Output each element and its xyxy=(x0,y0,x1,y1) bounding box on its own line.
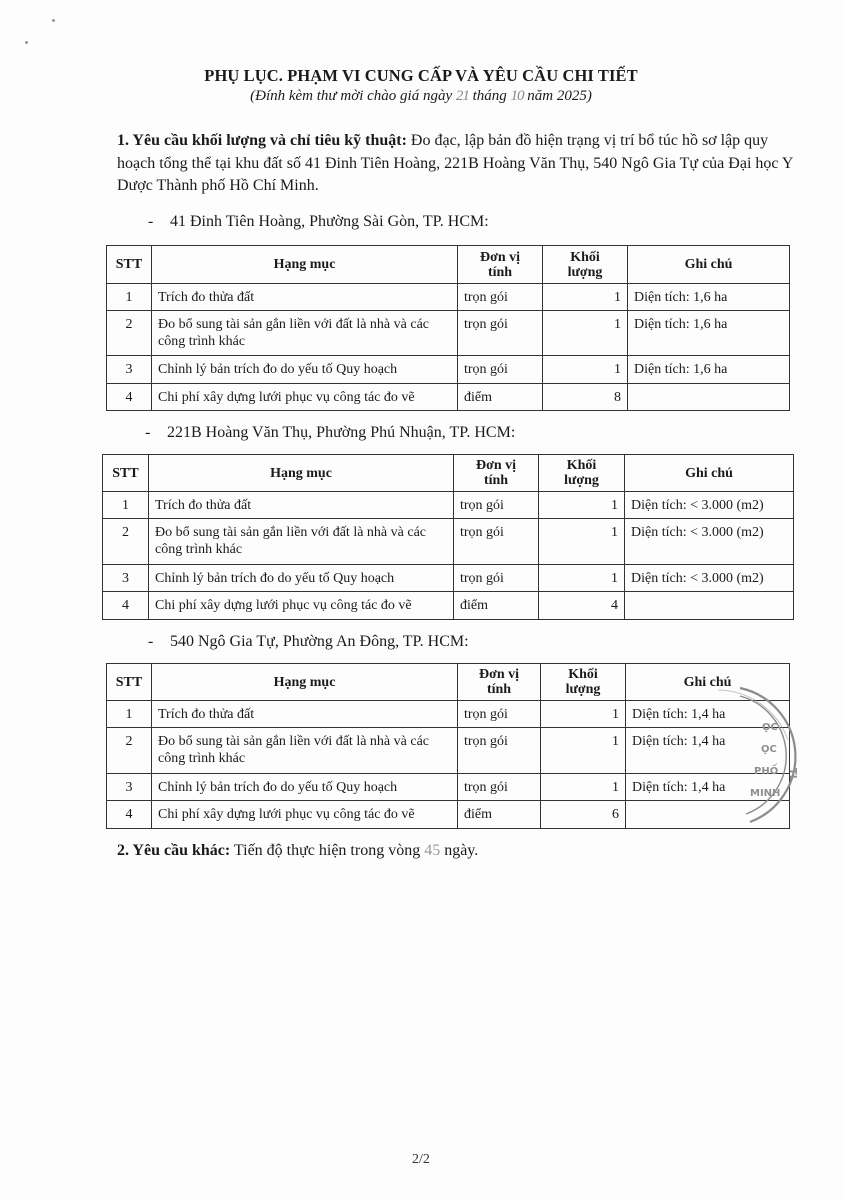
table-row xyxy=(103,519,794,565)
cell-unit: điểm xyxy=(454,592,539,620)
cell-note: Diện tích: < 3.000 (m2) xyxy=(625,492,794,519)
cell-qty: 1 xyxy=(539,565,625,592)
header-item: Hạng mục xyxy=(152,246,458,284)
cell-note: Diện tích: < 3.000 (m2) xyxy=(625,519,794,565)
header-unit: Đơn vị tính xyxy=(458,664,541,701)
cell-item: Đo bổ sung tài sản gắn liền với đất là nhà và các công trình khác xyxy=(152,311,458,356)
cell-stt: 3 xyxy=(103,565,149,592)
cell-stt: 2 xyxy=(107,311,152,356)
header-note: Ghi chú xyxy=(625,455,794,492)
cell-unit: điểm xyxy=(458,384,543,411)
cell-item: Chi phí xây dựng lưới phục vụ công tác đo vẽ xyxy=(152,384,458,411)
cell-stt: 4 xyxy=(103,592,149,620)
cell-unit: trọn gói xyxy=(458,728,541,774)
cell-qty: 1 xyxy=(539,519,625,565)
cell-qty: 1 xyxy=(543,356,628,384)
site-2-table xyxy=(102,454,794,620)
section-1-heading: 1. Yêu cầu khối lượng và chỉ tiêu kỹ thuật: xyxy=(117,132,407,149)
cell-note: Diện tích: 1,4 ha xyxy=(626,701,790,728)
site-1-label xyxy=(148,213,489,231)
cell-unit: trọn gói xyxy=(458,311,543,356)
cell-stt: 3 xyxy=(107,774,152,801)
cell-item: Chi phí xây dựng lưới phục vụ công tác đo vẽ xyxy=(152,801,458,829)
table-row xyxy=(107,774,790,801)
cell-qty: 1 xyxy=(541,701,626,728)
subtitle-suffix: năm 2025) xyxy=(527,88,592,104)
cell-item: Chỉnh lý bản trích đo do yếu tố Quy hoạch xyxy=(152,774,458,801)
cell-unit: trọn gói xyxy=(454,492,539,519)
cell-item: Chỉnh lý bản trích đo do yếu tố Quy hoạch xyxy=(149,565,454,592)
section-2-paragraph xyxy=(117,842,478,860)
cell-stt: 4 xyxy=(107,801,152,829)
scan-speck xyxy=(52,19,55,22)
cell-stt: 1 xyxy=(107,284,152,311)
site-3-label xyxy=(148,633,469,651)
cell-qty: 4 xyxy=(539,592,625,620)
header-qty: Khối lượng xyxy=(541,664,626,701)
header-note: Ghi chú xyxy=(628,246,790,284)
header-qty: Khối lượng xyxy=(543,246,628,284)
header-item: Hạng mục xyxy=(149,455,454,492)
header-unit: Đơn vị tính xyxy=(458,246,543,284)
cell-unit: trọn gói xyxy=(458,356,543,384)
table-row xyxy=(103,492,794,519)
cell-qty: 8 xyxy=(543,384,628,411)
seal-text: PHỐ xyxy=(754,766,779,777)
section-2-suffix: ngày. xyxy=(444,842,479,859)
cell-note: Diện tích: 1,6 ha xyxy=(628,284,790,311)
page-number: 2/2 xyxy=(412,1152,430,1167)
header-stt: STT xyxy=(107,664,152,701)
cell-qty: 1 xyxy=(543,284,628,311)
cell-unit: trọn gói xyxy=(458,701,541,728)
site-1-table xyxy=(106,245,790,411)
table-row xyxy=(107,311,790,356)
cell-note: Diện tích: 1,6 ha xyxy=(628,311,790,356)
cell-unit: trọn gói xyxy=(454,519,539,565)
table-row xyxy=(107,728,790,774)
cell-note: Diện tích: 1,6 ha xyxy=(628,356,790,384)
table-row xyxy=(107,384,790,411)
table-header-row xyxy=(107,246,790,284)
table-row xyxy=(107,284,790,311)
subtitle-month: 10 xyxy=(510,88,524,104)
cell-qty: 1 xyxy=(543,311,628,356)
header-note: Ghi chú xyxy=(626,664,790,701)
section-2-days: 45 xyxy=(424,842,441,859)
seal-text: MINH xyxy=(750,788,781,799)
bullet-dash: - xyxy=(148,213,154,230)
section-2-prefix: Tiến độ thực hiện trong vòng xyxy=(233,842,421,859)
cell-item: Trích đo thửa đất xyxy=(149,492,454,519)
cell-stt: 1 xyxy=(103,492,149,519)
page-title: PHỤ LỤC. PHẠM VI CUNG CẤP VÀ YÊU CẦU CHI TIẾT xyxy=(204,66,638,85)
cell-unit: điểm xyxy=(458,801,541,829)
cell-note xyxy=(625,592,794,620)
site-2-label xyxy=(145,424,515,442)
header-unit: Đơn vị tính xyxy=(454,455,539,492)
seal-text: ỌC xyxy=(762,722,778,733)
seal-text: TL xyxy=(787,768,798,782)
cell-unit: trọn gói xyxy=(458,284,543,311)
cell-item: Đo bổ sung tài sản gắn liền với đất là nhà và các công trình khác xyxy=(149,519,454,565)
cell-item: Đo bổ sung tài sản gắn liền với đất là nhà và các công trình khác xyxy=(152,728,458,774)
cell-stt: 2 xyxy=(103,519,149,565)
site-label-text: 221B Hoàng Văn Thụ, Phường Phú Nhuận, TP. HCM: xyxy=(167,424,516,441)
table-row xyxy=(107,801,790,829)
cell-note: Diện tích: 1,4 ha xyxy=(626,774,790,801)
cell-item: Chi phí xây dựng lưới phục vụ công tác đo vẽ xyxy=(149,592,454,620)
cell-qty: 1 xyxy=(541,728,626,774)
cell-qty: 1 xyxy=(539,492,625,519)
cell-stt: 2 xyxy=(107,728,152,774)
table-row xyxy=(103,565,794,592)
subtitle-mid: tháng xyxy=(472,88,507,104)
site-3-table xyxy=(106,663,790,829)
cell-item: Trích đo thửa đất xyxy=(152,284,458,311)
cell-note xyxy=(626,801,790,829)
header-qty: Khối lượng xyxy=(539,455,625,492)
table-row xyxy=(103,592,794,620)
seal-text: ỌC xyxy=(761,744,777,755)
cell-note xyxy=(628,384,790,411)
site-label-text: 540 Ngô Gia Tự, Phường An Đông, TP. HCM: xyxy=(170,633,469,650)
page-subtitle xyxy=(0,88,842,105)
table-header-row xyxy=(107,664,790,701)
header-stt: STT xyxy=(103,455,149,492)
cell-item: Trích đo thửa đất xyxy=(152,701,458,728)
cell-qty: 6 xyxy=(541,801,626,829)
table-header-row xyxy=(103,455,794,492)
table-row xyxy=(107,356,790,384)
cell-note: Diện tích: 1,4 ha xyxy=(626,728,790,774)
table-row xyxy=(107,701,790,728)
cell-note: Diện tích: < 3.000 (m2) xyxy=(625,565,794,592)
section-1-text: Đo đạc, lập bản đồ hiện trạng vị trí bổ túc hồ sơ lập quy hoạch tổng thể tại khu đất số 41 Đinh Tiên Hoàng, 221B Hoàng Văn Thụ, 540 Ngô Gia Tự của Đại học Y Dược Thành phố Hồ Chí Minh. xyxy=(117,132,793,194)
cell-unit: trọn gói xyxy=(458,774,541,801)
site-label-text: 41 Đinh Tiên Hoàng, Phường Sài Gòn, TP. HCM: xyxy=(170,213,489,230)
subtitle-day: 21 xyxy=(455,88,469,104)
cell-unit: trọn gói xyxy=(454,565,539,592)
cell-item: Chỉnh lý bản trích đo do yếu tố Quy hoạch xyxy=(152,356,458,384)
cell-stt: 3 xyxy=(107,356,152,384)
section-2-heading: 2. Yêu cầu khác: xyxy=(117,842,231,859)
header-stt: STT xyxy=(107,246,152,284)
subtitle-prefix: (Đính kèm thư mời chào giá ngày xyxy=(250,88,453,104)
cell-stt: 1 xyxy=(107,701,152,728)
bullet-dash: - xyxy=(148,633,154,650)
section-1-paragraph xyxy=(117,130,797,198)
bullet-dash: - xyxy=(145,424,151,441)
cell-qty: 1 xyxy=(541,774,626,801)
scan-speck xyxy=(25,41,28,44)
cell-stt: 4 xyxy=(107,384,152,411)
header-item: Hạng mục xyxy=(152,664,458,701)
